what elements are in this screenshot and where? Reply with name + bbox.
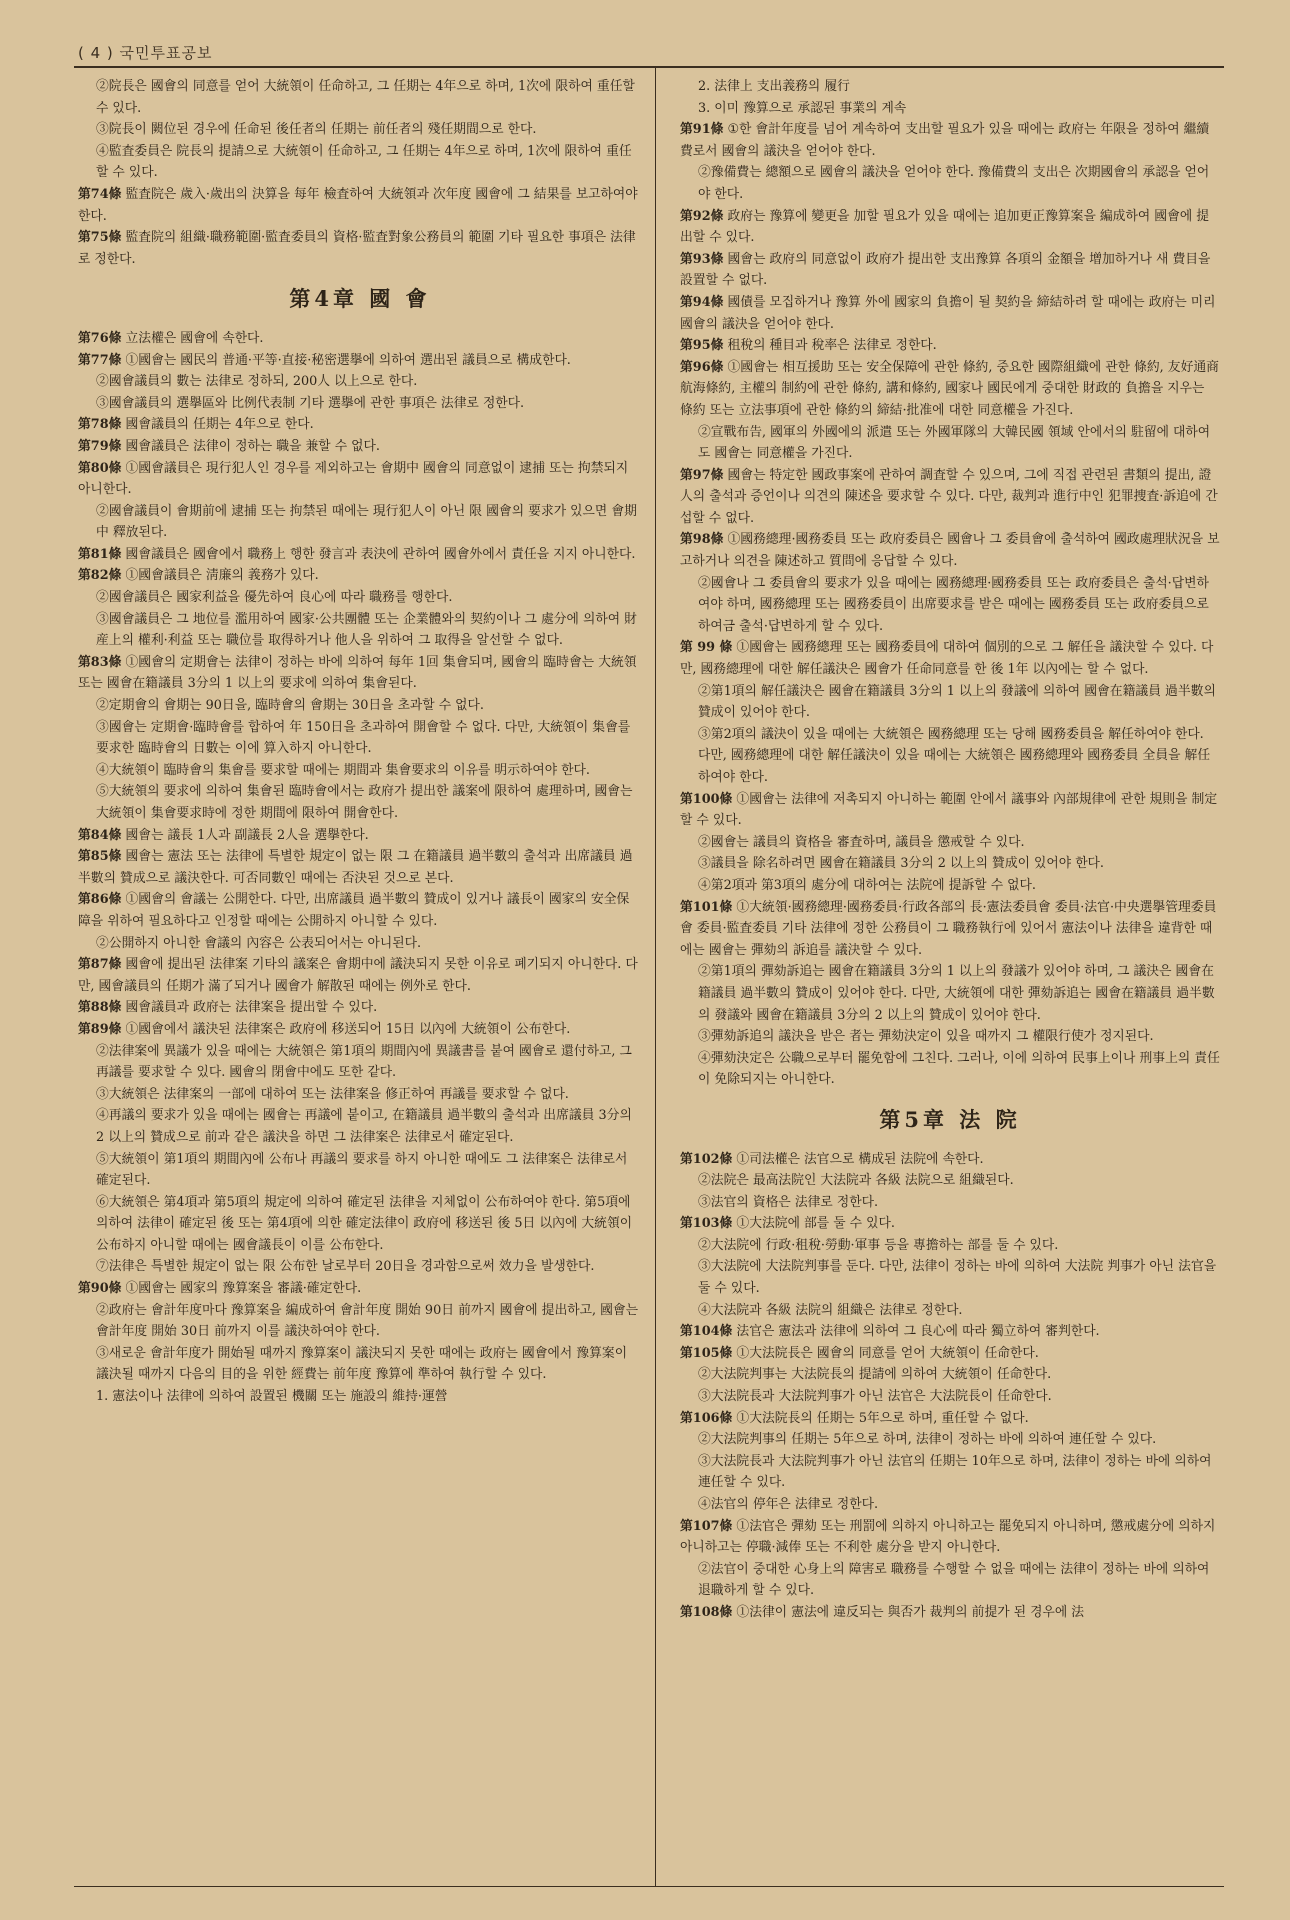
article-number: 第86條 bbox=[78, 892, 122, 908]
paragraph-text: ③國會는 定期會·臨時會를 합하여 年 150日을 초과하여 開會할 수 없다. 다만, 大統領이 集會를 要求한 臨時會의 日數는 이에 算入하지 아니한다. bbox=[96, 719, 631, 757]
article-paragraph bbox=[680, 357, 1220, 422]
article-paragraph bbox=[680, 789, 1220, 832]
left-column bbox=[78, 76, 642, 1408]
paragraph-text: 監査院의 組織·職務範圍·監査委員의 資格·監査對象公務員의 範圍 기타 필요한 事項은 法律로 정한다. bbox=[78, 230, 636, 267]
article-paragraph bbox=[78, 458, 642, 501]
article-number: 第81條 bbox=[78, 546, 122, 562]
chapter-number: 第5章 bbox=[879, 1106, 948, 1132]
article-number: 第87條 bbox=[78, 957, 122, 973]
paragraph-text: ②國會는 議員의 資格을 審査하며, 議員을 懲戒할 수 있다. bbox=[698, 834, 1025, 850]
clause-paragraph bbox=[680, 1235, 1220, 1257]
clause-paragraph bbox=[78, 1300, 642, 1343]
paragraph-text: ③大法院에 大法院判事를 둔다. 다만, 法律이 정하는 바에 의하여 大法院 判事가 아닌 法官을 둘 수 있다. bbox=[698, 1259, 1217, 1297]
paragraph-text: ⑤大統領이 第1項의 期間內에 公布나 再議의 要求를 하지 아니한 때에도 그 法律案은 法律로서 確定된다. bbox=[96, 1151, 628, 1189]
article-number: 第106條 bbox=[680, 1410, 733, 1426]
paragraph-text: 國會는 政府의 同意없이 政府가 提出한 支出豫算 各項의 金額을 增加하거나 새 費目을 設置할 수 없다. bbox=[680, 251, 1211, 289]
paragraph-text: ②法院은 最高法院인 大法院과 各級 法院으로 組織된다. bbox=[698, 1173, 1014, 1189]
article-number: 第105條 bbox=[680, 1345, 733, 1361]
article-paragraph bbox=[78, 1278, 642, 1300]
paragraph-text: ①大法院에 部를 둘 수 있다. bbox=[736, 1216, 895, 1232]
clause-paragraph bbox=[680, 98, 1220, 120]
article-number: 第93條 bbox=[680, 251, 724, 267]
clause-paragraph bbox=[78, 933, 642, 955]
paragraph-text: ②大法院에 行政·租稅·勞動·軍事 등을 專擔하는 部를 둘 수 있다. bbox=[698, 1237, 1059, 1253]
article-number: 第77條 bbox=[78, 352, 122, 368]
paragraph-text: ②宣戰布告, 國軍의 外國에의 派遣 또는 外國軍隊의 大韓民國 領域 안에서의 駐留에 대하여도 國會는 同意權을 가진다. bbox=[698, 424, 1211, 462]
article-paragraph bbox=[78, 1019, 642, 1041]
clause-paragraph bbox=[680, 162, 1220, 205]
clause-paragraph bbox=[680, 1300, 1220, 1322]
paragraph-text: 政府는 豫算에 變更을 加할 필요가 있을 때에는 追加更正豫算案을 編成하여 國會에 提出할 수 있다. bbox=[680, 208, 1210, 246]
clause-paragraph bbox=[680, 76, 1220, 98]
clause-paragraph bbox=[680, 1170, 1220, 1192]
clause-paragraph bbox=[680, 422, 1220, 465]
paragraph-text: ⑤大統領의 要求에 의하여 集會된 臨時會에서는 政府가 提出한 議案에 限하여 處理하며, 國會는 大統領이 集會要求時에 정한 期間에 限하여 開會한다. bbox=[96, 784, 633, 821]
paragraph-text: ④彈劾決定은 公職으로부터 罷免함에 그친다. 그러나, 이에 의하여 民事上이나 刑事上의 責任이 免除되지는 아니한다. bbox=[698, 1050, 1220, 1088]
article-number: 第98條 bbox=[680, 532, 724, 548]
paragraph-text: ③國會議員의 選擧區와 比例代表制 기타 選擧에 관한 事項은 法律로 정한다. bbox=[96, 395, 525, 411]
paragraph-text: ③第2項의 議決이 있을 때에는 大統領은 國務總理 또는 당해 國務委員을 解任하여야 한다. 다만, 國務總理에 대한 解任議決이 있을 때에는 大統領은 國務總理와 國務委員 全員을 解任하여야 한다. bbox=[698, 726, 1211, 785]
clause-paragraph bbox=[78, 501, 642, 544]
paragraph-text: ②國會議員은 國家利益을 優先하여 良心에 따라 職務를 행한다. bbox=[96, 590, 453, 606]
paragraph-text: ④監査委員은 院長의 提請으로 大統領이 任命하고, 그 任期는 4年으로 하며, 1次에 限하여 重任할 수 있다. bbox=[96, 143, 632, 181]
article-paragraph bbox=[78, 889, 642, 932]
paragraph-text: ②大法院判事는 大法院長의 提請에 의하여 大統領이 任命한다. bbox=[698, 1367, 1052, 1383]
paragraph-text: 法官은 憲法과 法律에 의하여 그 良心에 따라 獨立하여 審判한다. bbox=[736, 1324, 1100, 1340]
clause-paragraph bbox=[78, 1386, 642, 1408]
paragraph-text: ①한 會計年度를 넘어 계속하여 支出할 필요가 있을 때에는 政府는 年限을 정하여 繼續費로서 國會의 議決을 얻어야 한다. bbox=[680, 122, 1210, 159]
article-number: 第100條 bbox=[680, 791, 733, 807]
paragraph-text: ⑦法律은 특별한 規定이 없는 限 公布한 날로부터 20日을 경과함으로써 效力을 발생한다. bbox=[96, 1259, 595, 1275]
clause-paragraph bbox=[78, 1041, 642, 1084]
article-paragraph bbox=[680, 1343, 1220, 1365]
article-number: 第75條 bbox=[78, 230, 122, 246]
paragraph-text: ④第2項과 第3項의 處分에 대하여는 法院에 提訴할 수 없다. bbox=[698, 877, 1036, 893]
top-rule bbox=[74, 66, 1224, 68]
paragraph-text: ③議員을 除名하려면 國會在籍議員 3分의 2 以上의 贊成이 있어야 한다. bbox=[698, 856, 1104, 872]
clause-paragraph bbox=[680, 1451, 1220, 1494]
article-number: 第95條 bbox=[680, 338, 724, 354]
article-number: 第76條 bbox=[78, 330, 122, 346]
article-paragraph bbox=[680, 1516, 1220, 1559]
clause-paragraph bbox=[78, 1256, 642, 1278]
clause-paragraph bbox=[680, 573, 1220, 638]
article-paragraph bbox=[78, 997, 642, 1019]
paragraph-text: 國會는 特定한 國政事案에 관하여 調査할 수 있으며, 그에 직접 관련된 書類의 提出, 證人의 출석과 증언이나 의견의 陳述을 要求할 수 있다. 다만, 裁判과 進行中인 犯罪捜査·訴追에 간섭할 수 없다. bbox=[680, 467, 1218, 526]
paragraph-text: ①法律이 憲法에 違反되는 與否가 裁判의 前提가 된 경우에 法 bbox=[736, 1604, 1085, 1620]
clause-paragraph bbox=[680, 961, 1220, 1026]
paragraph-text: ②第1項의 彈劾訴追는 國會在籍議員 3分의 1 以上의 發議가 있어야 하며, 그 議決은 國會在籍議員 過半數의 贊成이 있어야 한다. 다만, 大統領에 대한 彈劾訴追는 國會在籍議員 過半數의 發議와 國會在籍議員 3分의 2 以上의 贊成이 있어야 한다. bbox=[698, 964, 1215, 1023]
paragraph-text: ⑥大統領은 第4項과 第5項의 規定에 의하여 確定된 法律을 지체없이 公布하여야 한다. 第5項에 의하여 法律이 確定된 後 또는 第4項에 의한 確定法律이 政府에 移送된 後 5日 以內에 大統領이 公布하지 아니할 때에는 國會議長이 이를 公布한다. bbox=[96, 1194, 633, 1253]
clause-paragraph bbox=[680, 853, 1220, 875]
chapter-number: 第4章 bbox=[289, 286, 358, 312]
article-paragraph bbox=[680, 335, 1220, 357]
paragraph-text: ③大統領은 法律案의 一部에 대하여 또는 法律案을 修正하여 再議를 要求할 수 없다. bbox=[96, 1086, 569, 1102]
article-paragraph bbox=[680, 1408, 1220, 1430]
paragraph-text: ③國會議員은 그 地位를 濫用하여 國家·公共團體 또는 企業體와의 契約이나 그 處分에 의하여 財産上의 權利·利益 또는 職位를 取得하거나 他人을 위하여 그 取得을 알선할 수 없다. bbox=[96, 611, 637, 649]
clause-paragraph bbox=[680, 1429, 1220, 1451]
clause-paragraph bbox=[78, 141, 642, 184]
article-paragraph bbox=[680, 897, 1220, 962]
paragraph-text: ①司法權은 法官으로 構成된 法院에 속한다. bbox=[736, 1151, 984, 1167]
article-number: 第74條 bbox=[78, 186, 122, 202]
clause-paragraph bbox=[78, 371, 642, 393]
paragraph-text: 國會는 議長 1人과 副議長 2人을 選擧한다. bbox=[125, 827, 369, 843]
clause-paragraph bbox=[78, 609, 642, 652]
paragraph-text: ④大統領이 臨時會의 集會를 要求할 때에는 期間과 集會要求의 이유를 明示하여야 한다. bbox=[96, 762, 590, 778]
article-paragraph bbox=[680, 1321, 1220, 1343]
article-paragraph bbox=[680, 529, 1220, 572]
paragraph-text: 立法權은 國會에 속한다. bbox=[125, 330, 264, 346]
article-number: 第103條 bbox=[680, 1216, 733, 1232]
paragraph-text: ①大法院長은 國會의 同意를 얻어 大統領이 任命한다. bbox=[736, 1345, 1039, 1361]
article-paragraph bbox=[680, 292, 1220, 335]
article-paragraph bbox=[78, 436, 642, 458]
article-number: 第92條 bbox=[680, 208, 724, 224]
clause-paragraph bbox=[680, 1364, 1220, 1386]
article-paragraph bbox=[78, 954, 642, 997]
paragraph-text: ①國會는 法律에 저촉되지 아니하는 範圍 안에서 議事와 內部規律에 관한 規則을 制定할 수 있다. bbox=[680, 791, 1218, 829]
article-paragraph bbox=[78, 652, 642, 695]
paragraph-text: ①國會는 國家의 豫算案을 審議·確定한다. bbox=[125, 1281, 362, 1297]
article-paragraph bbox=[78, 350, 642, 372]
paragraph-text: ③彈劾訴追의 議決을 받은 者는 彈劾決定이 있을 때까지 그 權限行使가 정지된다. bbox=[698, 1029, 1154, 1045]
paragraph-text: 租稅의 種目과 稅率은 法律로 정한다. bbox=[727, 338, 937, 354]
right-column bbox=[680, 76, 1220, 1624]
article-number: 第102條 bbox=[680, 1151, 733, 1167]
paragraph-text: ①國會에서 議決된 法律案은 政府에 移送되어 15日 以內에 大統領이 公布한다. bbox=[125, 1021, 571, 1037]
paragraph-text: ④再議의 要求가 있을 때에는 國會는 再議에 붙이고, 在籍議員 過半數의 출석과 出席議員 3分의 2 以上의 贊成으로 前과 같은 議決을 하면 그 法律案은 法律로서 確定된다. bbox=[96, 1108, 632, 1145]
column-divider bbox=[655, 68, 656, 1886]
article-paragraph bbox=[680, 206, 1220, 249]
clause-paragraph bbox=[78, 781, 642, 824]
article-number: 第79條 bbox=[78, 438, 122, 454]
article-paragraph bbox=[680, 249, 1220, 292]
clause-paragraph bbox=[78, 76, 642, 119]
clause-paragraph bbox=[78, 1084, 642, 1106]
chapter-title bbox=[78, 288, 642, 310]
paragraph-text: 2. 法律上 支出義務의 履行 bbox=[698, 79, 850, 94]
article-number: 第82條 bbox=[78, 568, 122, 584]
article-number: 第83條 bbox=[78, 654, 122, 670]
chapter-name: 法 院 bbox=[948, 1106, 1021, 1132]
clause-paragraph bbox=[78, 393, 642, 415]
paragraph-text: 國債를 모집하거나 豫算 外에 國家의 負擔이 될 契約을 締結하려 할 때에는 政府는 미리 國會의 議決을 얻어야 한다. bbox=[680, 294, 1216, 332]
paragraph-text: ②大法院判事의 任期는 5年으로 하며, 法律이 정하는 바에 의하여 連任할 수 있다. bbox=[698, 1432, 1157, 1448]
article-number: 第90條 bbox=[78, 1281, 122, 1297]
page-header: ( 4 ) 국민투표공보 bbox=[78, 44, 213, 62]
paragraph-text: ②豫備費는 總額으로 國會의 議決을 얻어야 한다. 豫備費의 支出은 次期國會의 承認을 얻어야 한다. bbox=[698, 165, 1210, 202]
chapter-title bbox=[680, 1106, 1220, 1132]
clause-paragraph bbox=[78, 1192, 642, 1257]
clause-paragraph bbox=[680, 1192, 1220, 1214]
paragraph-text: ③大法院長과 大法院判事가 아닌 法官의 任期는 10年으로 하며, 法律이 정하는 바에 의하여 連任할 수 있다. bbox=[698, 1453, 1212, 1491]
article-number: 第101條 bbox=[680, 899, 733, 915]
paragraph-text: ④法官의 停年은 法律로 정한다. bbox=[698, 1497, 879, 1512]
paragraph-text: ①國會의 會議는 公開한다. 다만, 出席議員 過半數의 贊成이 있거나 議長이 國家의 安全保障을 위하여 필요하다고 인정할 때에는 公開하지 아니할 수 있다. bbox=[78, 892, 630, 929]
paragraph-text: 國會는 憲法 또는 法律에 특별한 規定이 없는 限 그 在籍議員 過半數의 출석과 出席議員 過半數의 贊成으로 議決한다. 可否同數인 때에는 否決된 것으로 본다. bbox=[78, 849, 633, 886]
article-paragraph bbox=[78, 414, 642, 436]
article-number: 第80條 bbox=[78, 460, 122, 476]
article-paragraph bbox=[78, 184, 642, 227]
article-number: 第108條 bbox=[680, 1604, 733, 1620]
article-number: 第88條 bbox=[78, 1000, 122, 1016]
clause-paragraph bbox=[680, 1386, 1220, 1408]
paragraph-text: 國會議員과 政府는 法律案을 提出할 수 있다. bbox=[125, 1000, 378, 1016]
paragraph-text: 監査院은 歲入·歲出의 決算을 每年 檢査하여 大統領과 次年度 國會에 그 結果를 보고하여야 한다. bbox=[78, 186, 638, 224]
paragraph-text: 國會議員의 任期는 4年으로 한다. bbox=[125, 417, 314, 433]
paragraph-text: ②國會나 그 委員會의 要求가 있을 때에는 國務總理·國務委員 또는 政府委員은 출석·답변하여야 하며, 國務總理 또는 國務委員이 出席要求를 받은 때에는 國務委員 또는 政府委員으로 하여금 출석·답변하게 할 수 있다. bbox=[698, 575, 1209, 634]
article-paragraph bbox=[680, 1149, 1220, 1171]
paragraph-text: ③院長이 闕位된 경우에 任命된 後任者의 任期는 前任者의 殘任期間으로 한다. bbox=[96, 122, 537, 138]
paragraph-text: 3. 이미 豫算으로 承認된 事業의 계속 bbox=[698, 100, 907, 116]
paragraph-text: ②法律案에 異議가 있을 때에는 大統領은 第1項의 期間內에 異議書를 붙여 國會로 還付하고, 그 再議를 要求할 수 있다. 國會의 閉會中에도 또한 같다. bbox=[96, 1043, 632, 1081]
paragraph-text: ①國會는 國務總理 또는 國務委員에 대하여 個別的으로 그 解任을 議決할 수 있다. 다만, 國務總理에 대한 解任議決은 國會가 任命同意를 한 後 1年 以內에는 할 수 없다. bbox=[680, 640, 1214, 678]
article-number: 第97條 bbox=[680, 467, 724, 483]
clause-paragraph bbox=[78, 717, 642, 760]
paragraph-text: ①大法院長의 任期는 5年으로 하며, 重任할 수 없다. bbox=[736, 1410, 1029, 1426]
paragraph-text: 國會에 提出된 法律案 기타의 議案은 會期中에 議決되지 못한 이유로 폐기되지 아니한다. 다만, 國會議員의 任期가 滿了되거나 國會가 解散된 때에는 例外로 한다. bbox=[78, 957, 638, 994]
article-paragraph bbox=[78, 846, 642, 889]
paragraph-text: ①國會議員은 現行犯人인 경우를 제외하고는 會期中 國會의 同意없이 逮捕 또는 拘禁되지 아니한다. bbox=[78, 460, 629, 498]
clause-paragraph bbox=[78, 695, 642, 717]
article-paragraph bbox=[680, 119, 1220, 162]
chapter-name: 國 會 bbox=[358, 286, 431, 312]
paragraph-text: ①國會의 定期會는 法律이 정하는 바에 의하여 每年 1回 集會되며, 國會의 臨時會는 大統領 또는 國會在籍議員 3分의 1 以上의 要求에 의하여 集會된다. bbox=[78, 654, 637, 692]
paragraph-text: ③法官의 資格은 法律로 정한다. bbox=[698, 1194, 879, 1210]
bottom-rule bbox=[74, 1886, 1224, 1887]
paragraph-text: ②政府는 會計年度마다 豫算案을 編成하여 會計年度 開始 90日 前까지 國會에 提出하고, 國會는 會計年度 開始 30日 前까지 이를 議決하여야 한다. bbox=[96, 1302, 639, 1340]
paragraph-text: ②法官이 중대한 心身上의 障害로 職務를 수행할 수 없을 때에는 法律이 정하는 바에 의하여 退職하게 할 수 있다. bbox=[698, 1561, 1210, 1599]
article-number: 第84條 bbox=[78, 827, 122, 843]
paragraph-text: ②院長은 國會의 同意를 얻어 大統領이 任命하고, 그 任期는 4年으로 하며, 1次에 限하여 重任할 수 있다. bbox=[96, 79, 635, 116]
article-number: 第107條 bbox=[680, 1518, 733, 1534]
paragraph-text: ①大統領·國務總理·國務委員·行政各部의 長·憲法委員會 委員·法官·中央選擧管理委員會 委員·監査委員 기타 法律에 정한 公務員이 그 職務執行에 있어서 憲法이나 法律을 違背한 때에는 國會는 彈劾의 訴追를 議決할 수 있다. bbox=[680, 899, 1217, 958]
paragraph-text: 1. 憲法이나 法律에 의하여 設置된 機關 또는 施設의 維持·運營 bbox=[96, 1389, 448, 1405]
paragraph-text: 國會議員은 國會에서 職務上 행한 發言과 表決에 관하여 國會外에서 責任을 지지 아니한다. bbox=[125, 546, 636, 562]
clause-paragraph bbox=[680, 1494, 1220, 1516]
article-paragraph bbox=[680, 465, 1220, 530]
paragraph-text: ②定期會의 會期는 90日을, 臨時會의 會期는 30日을 초과할 수 없다. bbox=[96, 698, 484, 714]
clause-paragraph bbox=[78, 760, 642, 782]
paragraph-text: ②國會議員이 會期前에 逮捕 또는 拘禁된 때에는 現行犯人이 아닌 限 國會의 要求가 있으면 會期中 釋放된다. bbox=[96, 503, 637, 541]
clause-paragraph bbox=[680, 1559, 1220, 1602]
clause-paragraph bbox=[78, 1105, 642, 1148]
article-paragraph bbox=[680, 1602, 1220, 1624]
clause-paragraph bbox=[78, 1343, 642, 1386]
clause-paragraph bbox=[78, 587, 642, 609]
clause-paragraph bbox=[78, 1149, 642, 1192]
article-paragraph bbox=[78, 544, 642, 566]
paragraph-text: ①國會는 相互援助 또는 安全保障에 관한 條約, 중요한 國際組織에 관한 條約, 友好通商航海條約, 主權의 制約에 관한 條約, 講和條約, 國家나 國民에게 중대한 財政的 負擔을 지우는 條約 또는 立法事項에 관한 條約의 締結·批准에 대한 同意權을 가진다. bbox=[680, 359, 1219, 418]
article-paragraph bbox=[78, 565, 642, 587]
paragraph-text: ①國會議員은 淸廉의 義務가 있다. bbox=[125, 568, 319, 584]
paragraph-text: ②第1項의 解任議決은 國會在籍議員 3分의 1 以上의 發議에 의하여 國會在籍議員 過半數의 贊成이 있어야 한다. bbox=[698, 683, 1216, 721]
clause-paragraph bbox=[78, 119, 642, 141]
paragraph-text: ①法官은 彈劾 또는 刑罰에 의하지 아니하고는 罷免되지 아니하며, 懲戒處分에 의하지 아니하고는 停職·減俸 또는 不利한 處分을 받지 아니한다. bbox=[680, 1518, 1216, 1556]
article-number: 第94條 bbox=[680, 294, 724, 310]
article-number: 第89條 bbox=[78, 1021, 122, 1037]
clause-paragraph bbox=[680, 1026, 1220, 1048]
clause-paragraph bbox=[680, 1048, 1220, 1091]
clause-paragraph bbox=[680, 875, 1220, 897]
article-number: 第 99 條 bbox=[680, 640, 733, 656]
paragraph-text: ④大法院과 各級 法院의 組織은 法律로 정한다. bbox=[698, 1302, 963, 1318]
article-paragraph bbox=[680, 637, 1220, 680]
paragraph-text: ①國會는 國民의 普通·平等·直接·秘密選擧에 의하여 選出된 議員으로 構成한다. bbox=[125, 352, 571, 368]
paragraph-text: ②國會議員의 數는 法律로 정하되, 200人 以上으로 한다. bbox=[96, 374, 418, 390]
article-paragraph bbox=[680, 1213, 1220, 1235]
article-number: 第96條 bbox=[680, 359, 724, 375]
article-number: 第78條 bbox=[78, 417, 122, 433]
clause-paragraph bbox=[680, 1256, 1220, 1299]
paragraph-text: ③새로운 會計年度가 開始될 때까지 豫算案이 議決되지 못한 때에는 政府는 國會에서 豫算案이 議決될 때까지 다음의 目的을 위한 經費는 前年度 豫算에 準하여 執行할 수 있다. bbox=[96, 1345, 628, 1383]
paragraph-text: ①國務總理·國務委員 또는 政府委員은 國會나 그 委員會에 출석하여 國政處理狀況을 보고하거나 의견을 陳述하고 質問에 응답할 수 있다. bbox=[680, 532, 1220, 570]
paragraph-text: ②公開하지 아니한 會議의 內容은 公表되어서는 아니된다. bbox=[96, 935, 422, 951]
article-paragraph bbox=[78, 227, 642, 270]
article-number: 第104條 bbox=[680, 1324, 733, 1340]
clause-paragraph bbox=[680, 724, 1220, 789]
paragraph-text: 國會議員은 法律이 정하는 職을 兼할 수 없다. bbox=[125, 438, 380, 454]
paragraph-text: ③大法院長과 大法院判事가 아닌 法官은 大法院長이 任命한다. bbox=[698, 1389, 1052, 1405]
article-number: 第91條 bbox=[680, 122, 724, 138]
article-number: 第85條 bbox=[78, 849, 122, 865]
article-paragraph bbox=[78, 328, 642, 350]
clause-paragraph bbox=[680, 832, 1220, 854]
article-paragraph bbox=[78, 825, 642, 847]
clause-paragraph bbox=[680, 681, 1220, 724]
